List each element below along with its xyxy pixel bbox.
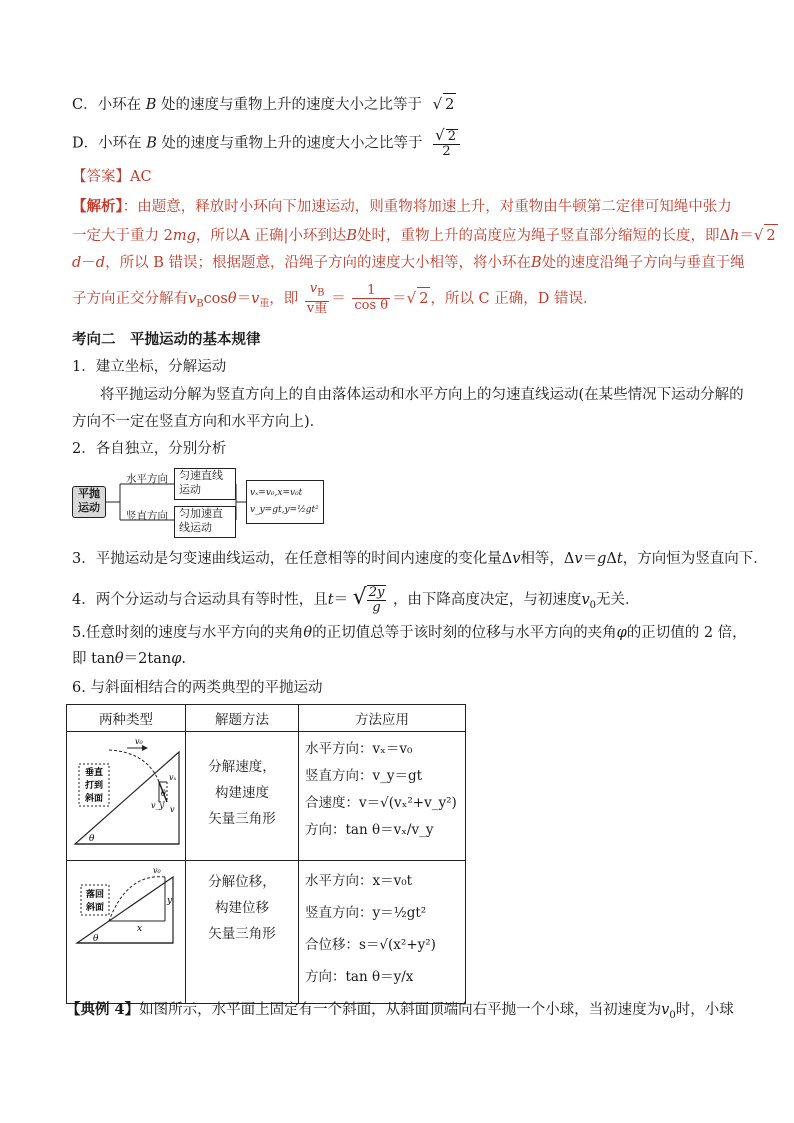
point-5-line-1: 5.任意时刻的速度与水平方向的夹角θ的正切值总等于该时刻的位移与水平方向的夹角φ的正切值的 2 倍， bbox=[72, 625, 747, 641]
analysis-line-4: 子方向正交分解有$v_B\cos\theta=v_重$，即 $\frac{v_B}{\text{v重}}$ ＝ $\frac{1}{\text{cos θ}}$ ＝√ 2 ，所以 C 正确，D 错误． bbox=[72, 281, 598, 316]
table-header-type: 两种类型 bbox=[67, 705, 186, 732]
analysis-line-2: 一定大于重力 2mg，所以A 正确|小环到达B处时，重物上升的高度应为绳子竖直部分缩短的长度，即Δh＝√ 2 bbox=[72, 224, 778, 247]
analysis-line-3: d－d，所以 B 错误；根据题意，沿绳子方向的速度大小相等，将小环在B处的速度沿绳子方向与垂直于绳 bbox=[72, 255, 745, 271]
application-line: 水平方向：x＝v₀t bbox=[305, 873, 413, 889]
answer-label: 【答案】AC bbox=[72, 169, 152, 185]
sqrt-symbol: √ bbox=[432, 95, 443, 113]
option-c-value: 2 bbox=[443, 93, 456, 116]
option-c-b: B bbox=[145, 97, 157, 113]
method-line: 矢量三角形 bbox=[208, 926, 276, 942]
application-line: 合速度：v＝√(vₓ²+v_y²) bbox=[305, 795, 457, 811]
method-line: 分解速度， bbox=[208, 759, 276, 775]
option-d bbox=[72, 128, 462, 159]
application-line: 方向：tan θ＝y/x bbox=[305, 969, 414, 985]
option-c-text: 处的速度与重物上升的速度大小之比等于 bbox=[160, 97, 422, 113]
application-line: 方向：tan θ＝vₓ/v_y bbox=[305, 822, 434, 838]
option-d-b: B bbox=[146, 135, 157, 152]
method-table bbox=[66, 704, 466, 1004]
figure-label-line-2: 打到 bbox=[84, 781, 104, 791]
diagram-branch-1-box: 匀速直线 运动 bbox=[174, 468, 236, 500]
figure-incline-angle-2: θ bbox=[93, 934, 99, 944]
point-6: 6. 与斜面相结合的两类典型的平抛运动 bbox=[72, 680, 323, 696]
table-row bbox=[67, 861, 466, 1004]
application-line: 竖直方向：y＝½gt² bbox=[305, 905, 427, 921]
table-cell-figure-2 bbox=[67, 861, 186, 1004]
method-line: 分解位移， bbox=[208, 874, 276, 890]
table-header-row bbox=[67, 705, 466, 732]
diagram-result-2: v_y=gt,y=½gt² bbox=[250, 505, 319, 515]
table-cell-application-1 bbox=[299, 732, 466, 861]
diagram-branch-2-box: 匀加速直 线运动 bbox=[174, 506, 236, 538]
perpendicular-incline-figure bbox=[67, 732, 185, 856]
figure-v-label: v bbox=[170, 805, 175, 814]
figure-v0-label: v₀ bbox=[135, 737, 143, 746]
diagram-result-1: vₓ=v₀,x=v₀t bbox=[250, 488, 303, 498]
method-line: 构建速度 bbox=[215, 785, 269, 801]
table-row bbox=[67, 732, 466, 861]
option-d-text: 处的速度与重物上升的速度大小之比等于 bbox=[161, 135, 423, 152]
method-line: 矢量三角形 bbox=[208, 811, 276, 827]
figure-x-label: x bbox=[137, 924, 143, 934]
table-header-application: 方法应用 bbox=[299, 705, 466, 732]
diagram-root: 平抛 运动 bbox=[72, 486, 106, 518]
figure-incline-angle-1: θ bbox=[89, 834, 95, 844]
figure-v0-label: v₀ bbox=[153, 866, 161, 875]
application-line: 水平方向：vₓ＝v₀ bbox=[305, 741, 413, 757]
point-4: 4．两个分运动与合运动具有等时性，且t＝ √ $\frac{2y}{g}$ ，由下降高度决定，与初速度$v_0$无关． bbox=[72, 585, 640, 615]
example-label: 【典例 4】 bbox=[66, 1001, 140, 1018]
decomposition-diagram bbox=[70, 466, 330, 538]
point-5-line-2: 即 tanθ＝2tanφ. bbox=[72, 651, 186, 667]
table-header-method: 解题方法 bbox=[186, 705, 299, 732]
option-c-prefix: C．小环在 bbox=[72, 97, 142, 113]
method-line: 构建位移 bbox=[215, 900, 269, 916]
point-2-title: 2．各自独立，分别分析 bbox=[72, 441, 227, 457]
figure-vy-label: v_y bbox=[151, 801, 165, 810]
section-title: 考向二 平抛运动的基本规律 bbox=[72, 331, 261, 348]
figure-label-line-3: 斜面 bbox=[84, 794, 104, 804]
figure-label-line-2: 斜面 bbox=[85, 903, 105, 913]
figure-theta-label-1: θ bbox=[161, 789, 166, 798]
analysis-fraction-1: $\frac{v_B}{\text{v重}}$ bbox=[306, 281, 328, 316]
point-1-title: 1．建立坐标，分解运动 bbox=[72, 359, 227, 375]
diagram-branch-2-label: 竖直方向 bbox=[126, 510, 168, 522]
application-line: 竖直方向：v_y＝gt bbox=[305, 768, 423, 784]
example-line: 【典例 4】如图所示，水平面上固定有一个斜面，从斜面顶端向右平抛一个小球，当初速度为$v_0$时，小球 bbox=[66, 1001, 734, 1021]
option-d-fraction: $\frac{√ 2}{2}$ bbox=[433, 128, 460, 159]
option-c bbox=[72, 93, 456, 116]
analysis-fraction-2: $\frac{1}{\text{cos θ}}$ bbox=[354, 283, 389, 314]
table-cell-application-2 bbox=[299, 861, 466, 1004]
table-cell-method-2 bbox=[186, 861, 299, 1004]
figure-label-line-1: 垂直 bbox=[84, 768, 104, 778]
figure-label-line-1: 落回 bbox=[85, 890, 105, 900]
diagram-result-box bbox=[246, 480, 324, 524]
table-cell-figure-1 bbox=[67, 732, 186, 861]
option-d-prefix: D．小环在 bbox=[72, 135, 142, 152]
point-1-body-1: 将平抛运动分解为竖直方向上的自由落体运动和水平方向上的匀速直线运动(在某些情况下运动分解的 bbox=[100, 387, 744, 403]
figure-y-label: y bbox=[167, 896, 173, 906]
application-line: 合位移：s＝√(x²+y²) bbox=[305, 937, 436, 953]
table-cell-method-1 bbox=[186, 732, 299, 861]
analysis-line-1: 【解析】：由题意，释放时小环向下加速运动，则重物将加速上升，对重物由牛顿第二定律可知绳中张力 bbox=[72, 198, 732, 215]
point-3: 3．平抛运动是匀变速曲线运动，在任意相等的时间内速度的变化量Δv相等，Δv＝gΔt，方向恒为竖直向下． bbox=[72, 551, 768, 567]
figure-vx-label: vₓ bbox=[169, 773, 177, 782]
return-to-incline-figure bbox=[67, 861, 185, 999]
point-4-fraction: $\frac{2y}{g}$ bbox=[368, 585, 385, 615]
diagram-branch-1-label: 水平方向 bbox=[126, 473, 168, 485]
point-1-body-2: 方向不一定在竖直方向和水平方向上)． bbox=[72, 414, 325, 430]
